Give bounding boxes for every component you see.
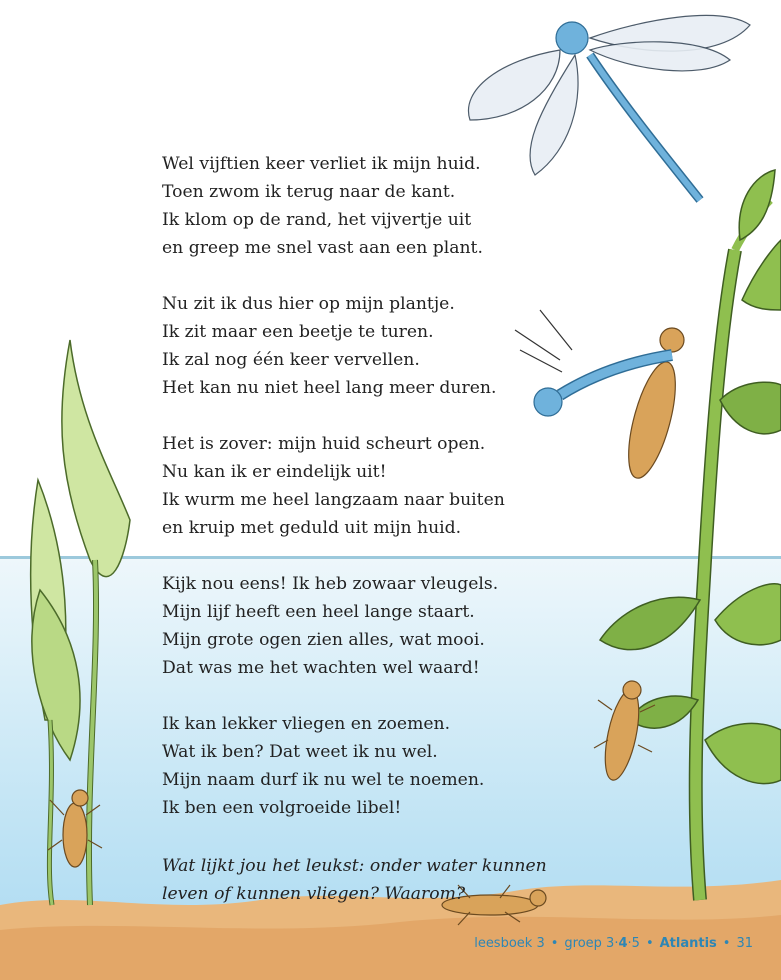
page-footer	[474, 936, 753, 951]
footer-separator: •	[645, 936, 654, 951]
footer-group-four: 4	[618, 936, 628, 951]
poem-line: Ik klom op de rand, het vijvertje uit	[162, 210, 472, 230]
poem-line: Ik wurm me heel langzaam naar buiten	[162, 490, 505, 510]
larva-icon	[594, 681, 655, 783]
poem-line: Mijn grote ogen zien alles, wat mooi.	[162, 630, 485, 650]
question-line: leven of kunnen vliegen? Waarom?	[162, 884, 466, 904]
footer-separator: •	[550, 936, 559, 951]
discussion-question	[162, 852, 547, 908]
larva-icon	[48, 790, 102, 867]
poem-line: Het kan nu niet heel lang meer duren.	[162, 378, 497, 398]
footer-group-five: 5	[631, 936, 640, 951]
poem-line: Ik zal nog één keer vervellen.	[162, 350, 420, 370]
question-line: Wat lijkt jou het leukst: onder water kunnen	[162, 856, 547, 876]
stanza	[162, 150, 542, 262]
poem-line: Ik ben een volgroeide libel!	[162, 798, 402, 818]
footer-series: Atlantis	[659, 936, 717, 951]
stanza	[162, 290, 542, 402]
poem-line: en kruip met geduld uit mijn huid.	[162, 518, 462, 538]
footer-group-dot: ·	[614, 936, 619, 951]
poem-line: Wel vijftien keer verliet ik mijn huid.	[162, 154, 481, 174]
footer-group: groep 3	[564, 936, 615, 951]
poem	[162, 150, 542, 850]
poem-line: en greep me snel vast aan een plant.	[162, 238, 483, 258]
poem-line: Mijn naam durf ik nu wel te noemen.	[162, 770, 485, 790]
poem-line: Nu zit ik dus hier op mijn plantje.	[162, 294, 455, 314]
poem-line: Nu kan ik er eindelijk uit!	[162, 462, 387, 482]
stanza	[162, 430, 542, 542]
stanza	[162, 570, 542, 682]
poem-line: Ik zit maar een beetje te turen.	[162, 322, 434, 342]
page-number: 31	[736, 936, 753, 951]
footer-book: leesboek 3	[474, 936, 545, 951]
footer-group-dot: ·	[627, 936, 632, 951]
right-water-plant	[600, 170, 781, 900]
poem-line: Kijk nou eens! Ik heb zowaar vleugels.	[162, 574, 499, 594]
poem-line: Ik kan lekker vliegen en zoemen.	[162, 714, 451, 734]
poem-line: Het is zover: mijn huid scheurt open.	[162, 434, 486, 454]
poem-line: Mijn lijf heeft een heel lange staart.	[162, 602, 475, 622]
footer-separator: •	[722, 936, 731, 951]
stanza	[162, 710, 542, 822]
poem-line: Toen zwom ik terug naar de kant.	[162, 182, 456, 202]
poem-line: Wat ik ben? Dat weet ik nu wel.	[162, 742, 438, 762]
poem-line: Dat was me het wachten wel waard!	[162, 658, 480, 678]
